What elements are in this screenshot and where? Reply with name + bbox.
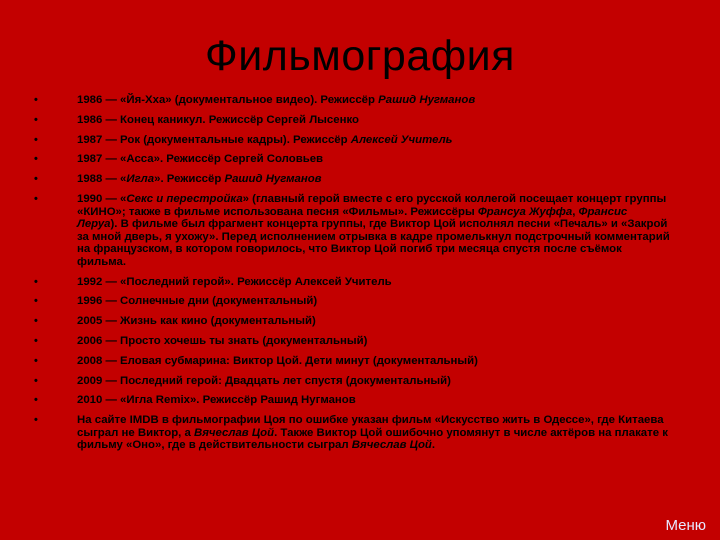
bullet-icon: • bbox=[34, 192, 38, 205]
text-run: 1987 — «Асса». Режиссёр Сергей Соловьев bbox=[77, 153, 324, 166]
italic-name: Франсуа Жуффа bbox=[477, 205, 573, 218]
list-item-text bbox=[77, 375, 451, 387]
list-item bbox=[34, 335, 670, 348]
italic-name: Рашид Нугманов bbox=[224, 173, 322, 186]
bullet-icon: • bbox=[34, 414, 38, 427]
list-item-text bbox=[77, 335, 367, 347]
list-item bbox=[34, 173, 670, 186]
bullet-icon: • bbox=[34, 173, 38, 186]
text-run: » (главный герой вместе с его русской коллегой посещает концерт группы «КИНО»; также в фильме использована песня «Фильмы». Режиссёры bbox=[77, 192, 667, 218]
list-item bbox=[34, 94, 670, 107]
list-item-text bbox=[77, 414, 668, 451]
filmography-list bbox=[34, 94, 670, 459]
bullet-icon: • bbox=[34, 94, 38, 106]
list-item-text bbox=[77, 193, 670, 268]
list-item bbox=[34, 276, 670, 289]
italic-name: Вячеслав Цой bbox=[351, 439, 432, 452]
list-item-text bbox=[77, 153, 323, 165]
bullet-icon: • bbox=[34, 335, 38, 347]
list-item-text bbox=[77, 315, 316, 327]
list-item-text bbox=[77, 276, 392, 288]
list-item-text bbox=[77, 173, 322, 185]
list-item bbox=[34, 295, 670, 308]
list-item bbox=[34, 414, 670, 452]
text-run: 1986 — Конец каникул. Режиссёр Сергей Лысенко bbox=[77, 113, 359, 126]
list-item bbox=[34, 355, 670, 368]
list-item bbox=[34, 114, 670, 127]
text-run: 1990 — « bbox=[77, 192, 127, 205]
text-run: 2005 — Жизнь как кино (документальный) bbox=[77, 315, 316, 328]
italic-name: Секс и перестройка bbox=[126, 192, 243, 205]
text-run: , bbox=[572, 205, 579, 218]
page-title: Фильмография bbox=[205, 32, 515, 80]
list-item bbox=[34, 375, 670, 388]
bullet-icon: • bbox=[34, 374, 38, 387]
bullet-icon: • bbox=[34, 275, 38, 288]
text-run: 1988 — « bbox=[77, 173, 127, 186]
italic-name: Игла bbox=[126, 173, 155, 186]
text-run: 1986 — «Йя-Хха» (документальное видео). Режиссёр bbox=[77, 94, 379, 106]
text-run: 2010 — «Игла Remix». Режиссёр Рашид Нугманов bbox=[77, 394, 356, 407]
italic-name: Франсис Леруа bbox=[77, 205, 628, 231]
list-item-text bbox=[77, 134, 452, 146]
list-item bbox=[34, 394, 670, 407]
text-run: 2006 — Просто хочешь ты знать (документальный) bbox=[77, 335, 368, 347]
list-item bbox=[34, 134, 670, 147]
bullet-icon: • bbox=[34, 133, 38, 146]
list-item-text bbox=[77, 355, 478, 367]
italic-name: Алексей Учитель bbox=[350, 133, 453, 146]
list-item-text bbox=[77, 114, 359, 126]
list-item bbox=[34, 193, 670, 269]
text-run: 2009 — Последний герой: Двадцать лет спустя (документальный) bbox=[77, 374, 451, 387]
list-item bbox=[34, 153, 670, 166]
bullet-icon: • bbox=[34, 354, 38, 367]
list-item-text bbox=[77, 394, 356, 406]
menu-link[interactable]: Меню bbox=[665, 517, 706, 534]
text-run: ». Режиссёр bbox=[154, 173, 225, 186]
text-run: 1996 — Солнечные дни (документальный) bbox=[77, 295, 318, 308]
text-run: ). В фильме был фрагмент концерта группы, где Виктор Цой исполнял песни «Печаль» и «Закрой за мной дверь, я ухожу». Перед исполнением отрывка в кадре промелькнул подстрочный комментарий на французском, в котором говорилось, что Виктор Цой погиб три месяца спустя после съёмок фильма. bbox=[77, 218, 670, 268]
bullet-icon: • bbox=[34, 153, 38, 166]
text-run: . Также Виктор Цой ошибочно упомянут в числе актёров на плакате к фильму «Оно», где в действительности сыграл bbox=[77, 426, 668, 452]
list-item-text bbox=[77, 94, 475, 106]
list-item bbox=[34, 315, 670, 328]
text-run: . bbox=[431, 439, 436, 452]
italic-name: Рашид Нугманов bbox=[378, 94, 476, 106]
list-item-text bbox=[77, 295, 317, 307]
text-run: На сайте IMDB в фильмографии Цоя по ошибке указан фильм «Искусство жить в Одессе», где Китаева сыграл не Виктор, а bbox=[77, 414, 664, 439]
italic-name: Вячеслав Цой bbox=[193, 426, 275, 439]
bullet-icon: • bbox=[34, 295, 38, 308]
text-run: 1992 — «Последний герой». Режиссёр Алексей Учитель bbox=[77, 275, 392, 288]
text-run: 2008 — Еловая субмарина: Виктор Цой. Дети минут (документальный) bbox=[77, 354, 478, 367]
text-run: 1987 — Рок (документальные кадры). Режиссёр bbox=[77, 133, 351, 146]
bullet-icon: • bbox=[34, 315, 38, 328]
bullet-icon: • bbox=[34, 394, 38, 407]
bullet-icon: • bbox=[34, 113, 38, 126]
